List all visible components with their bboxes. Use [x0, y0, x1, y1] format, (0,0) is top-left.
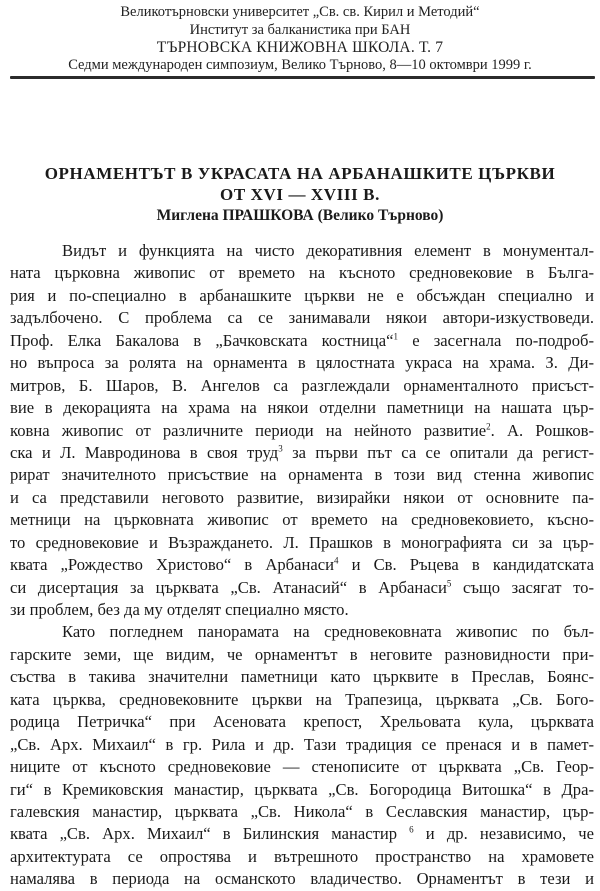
body-line: си дисертация за църквата „Св. Атанасий“ в Арбанаси$^5$ също засягат то-: [10, 577, 595, 597]
body-line: ната църковна живопис от времето на късното средновековие в Бълга-: [10, 263, 594, 283]
body-line: но въпроса за ролята на орнамента в цялостната украса на храма. З. Ди-: [10, 353, 594, 373]
body-line: ска и Л. Мавродинова в своя труд$^3$ за първи път са се опитали да регист-: [10, 442, 595, 462]
body-line: метници на църковната живопис от времето на средновековието, късно-: [10, 510, 594, 530]
body-line: ката църква, средновековните църкви на Трапезица, църквата „Св. Бого-: [10, 689, 594, 709]
body-line: галевския манастир, църквата „Св. Никола“ в Сеславския манастир, цър-: [10, 801, 594, 821]
body-line: вие в декорацията на храма на някои отделни паметници на нашата цър-: [10, 398, 594, 418]
title-line-1: ОРНАМЕНТЪТ В УКРАСАТА НА АРБАНАШКИТЕ ЦЪРКВИ: [44, 164, 556, 183]
body-line: митров, Б. Шаров, В. Ангелов са разглеждали орнаменталното присъст-: [10, 375, 594, 395]
body-line: ниците от късното средновековие — стенописите от църквата „Св. Геор-: [10, 757, 594, 777]
body-line: съства в такива значителни паметници като църквите в Преслав, Боянс-: [10, 667, 594, 687]
body-line: ковна живопис от различните периоди на нейното развитие$^2$. А. Рошков-: [10, 420, 595, 440]
title-line-2: ОТ XVI — XVIII В.: [220, 185, 380, 204]
publication-header: [0, 4, 600, 74]
body-line: квата „Св. Арх. Михаил“ в Билинския манастир $^6$ и др. независимо, че: [10, 824, 594, 844]
footnote-ref[interactable]: 2: [486, 420, 491, 431]
footnote-ref[interactable]: 6: [409, 824, 414, 835]
body-line: то средновековие и Възраждането. Л. Прашков в монографията си за цър-: [10, 532, 594, 552]
footnote-ref[interactable]: 3: [278, 443, 283, 454]
body-line: гарските земи, ще видим, че орнаментът в неговите разновидности при-: [10, 644, 594, 664]
body-line: Като погледнем панорамата на средновековната живопис по бъл-: [62, 622, 594, 642]
body-line: и са представили неговото развитие, визирайки някои от основните па-: [10, 487, 594, 507]
header-institute: Институт за балканистика при БАН: [189, 21, 411, 38]
footnote-ref[interactable]: 4: [333, 555, 339, 566]
header-symposium: Седми международен симпозиум, Велико Търново, 8—10 октомври 1999 г.: [68, 56, 532, 73]
article-author: Миглена ПРАШКОВА (Велико Търново): [156, 207, 444, 224]
body-line: намалява в периода на османското владичество. Орнаментът в тези и: [10, 869, 594, 889]
body-line: родица Петричка“ при Асеновата крепост, Хрельовата кула, църквата: [10, 712, 594, 732]
article-title: [0, 163, 600, 205]
body-line: задълбочено. С проблема са се занимавали някои автори-изкуствоведи.: [10, 308, 594, 328]
header-university: Великотърновски университет „Св. св. Кирил и Методий“: [120, 4, 480, 20]
body-line: Проф. Елка Бакалова в „Бачковската костница“$^1$ е засегнала по-подроб-: [10, 330, 594, 350]
body-line: рират значителното присъствие на орнамента в този вид стенна живопис: [10, 465, 594, 485]
body-line: зи проблем, без да му отделят специално място.: [10, 600, 349, 619]
body-line: Видът и функцията на чисто декоративния елемент в монументал-: [62, 241, 594, 260]
body-line: рия и по-специално в арбанашките църкви не е обсъждан специално и: [10, 285, 594, 305]
footnote-ref[interactable]: 1: [393, 331, 399, 342]
footnote-ref[interactable]: 5: [446, 578, 452, 589]
article-body: [10, 240, 594, 891]
header-series: ТЪРНОВСКА КНИЖОВНА ШКОЛА. Т. 7: [156, 39, 444, 56]
body-line: квата „Рождество Христово“ в Арбанаси$^4$ и Св. Ръцева в кандидатската: [10, 555, 594, 575]
body-line: ги“ в Кремиковския манастир, църквата „Св. Богородица Витошка“ в Дра-: [10, 779, 594, 799]
body-line: архитектурата се опростява и вътрешното пространство на храмовете: [10, 846, 594, 866]
header-divider: [10, 76, 595, 79]
body-line: „Св. Арх. Михаил“ в гр. Рила и др. Тази традиция се пренася и в памет-: [10, 734, 594, 754]
